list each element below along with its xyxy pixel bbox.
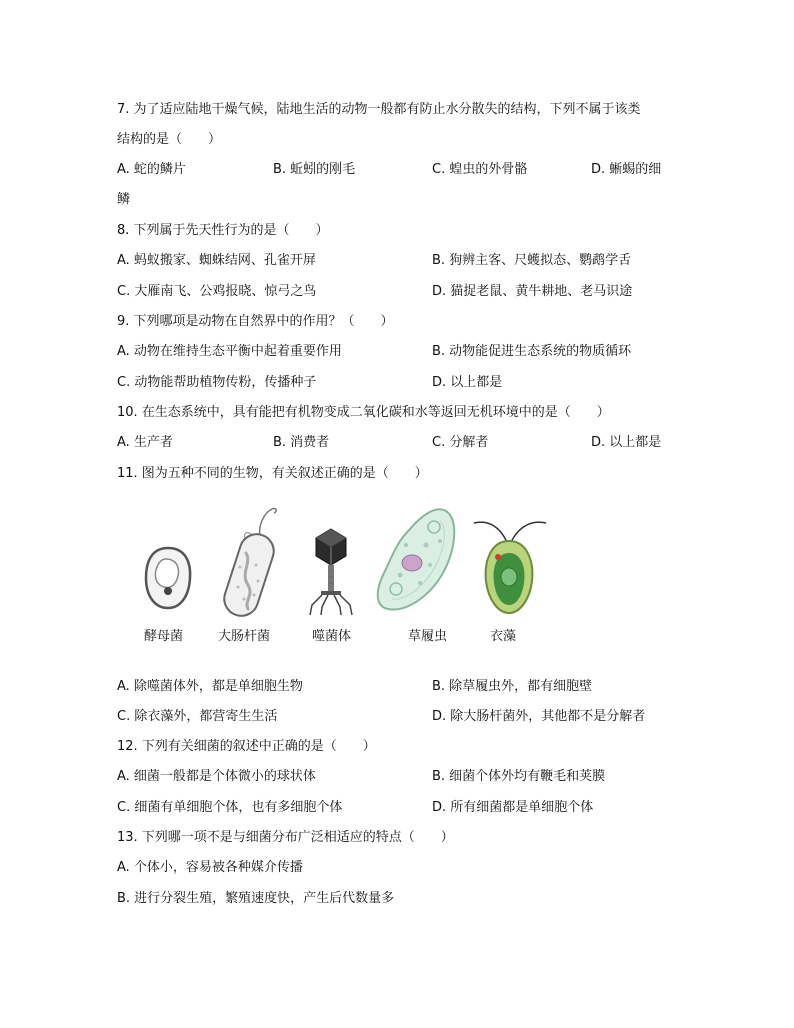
q7-option-b: B. 蚯蚓的刚毛 <box>273 162 356 177</box>
q10-option-d: D. 以上都是 <box>591 435 662 450</box>
q10-option-c: C. 分解者 <box>432 435 489 450</box>
q9-stem: 9. 下列哪项是动物在自然界中的作用？（ ） <box>117 314 394 329</box>
q7-option-d-wrap: 鳞 <box>117 192 131 207</box>
q13-option-b: B. 进行分裂生殖，繁殖速度快，产生后代数量多 <box>117 891 395 906</box>
q12-option-d: D. 所有细菌都是单细胞个体 <box>432 800 594 815</box>
ecoli-illustration <box>218 505 288 617</box>
q8-option-b: B. 狗辨主客、尺蠖拟态、鹦鹉学舌 <box>432 253 632 268</box>
q11-option-a: A. 除噬菌体外，都是单细胞生物 <box>117 679 303 694</box>
label-yeast: 酵母菌 <box>144 629 184 644</box>
q9-option-d: D. 以上都是 <box>432 375 503 390</box>
q11-option-c: C. 除衣藻外，都营寄生生活 <box>117 709 278 724</box>
q11-option-d: D. 除大肠杆菌外，其他都不是分解者 <box>432 709 646 724</box>
q10-option-b: B. 消费者 <box>273 435 330 450</box>
q8-option-d: D. 猫捉老鼠、黄牛耕地、老马识途 <box>432 284 633 299</box>
q9-option-a: A. 动物在维持生态平衡中起着重要作用 <box>117 344 342 359</box>
label-chlamydomonas: 衣藻 <box>490 629 517 644</box>
organisms-figure <box>130 505 570 645</box>
q11-option-b: B. 除草履虫外，都有细胞壁 <box>432 679 593 694</box>
yeast-illustration <box>142 545 194 611</box>
q12-stem: 12. 下列有关细菌的叙述中正确的是（ ） <box>117 739 376 754</box>
q10-stem: 10. 在生态系统中，具有能把有机物变成二氧化碳和水等返回无机环境中的是（ ） <box>117 405 610 420</box>
q13-stem: 13. 下列哪一项不是与细菌分布广泛相适应的特点（ ） <box>117 830 454 845</box>
q13-option-a: A. 个体小，容易被各种媒介传播 <box>117 860 303 875</box>
q7-option-c: C. 蝗虫的外骨骼 <box>432 162 528 177</box>
paramecium-illustration <box>370 505 460 617</box>
label-ecoli: 大肠杆菌 <box>218 629 271 644</box>
label-bacteriophage: 噬菌体 <box>312 629 352 644</box>
label-paramecium: 草履虫 <box>408 629 448 644</box>
q12-option-b: B. 细菌个体外均有鞭毛和荚膜 <box>432 769 606 784</box>
q8-option-a: A. 蚂蚁搬家、蜘蛛结网、孔雀开屏 <box>117 253 316 268</box>
bacteriophage-illustration <box>306 527 356 617</box>
q7-stem-line2: 结构的是（ ） <box>117 132 222 147</box>
q7-option-a: A. 蛇的鳞片 <box>117 162 186 177</box>
q12-option-a: A. 细菌一般都是个体微小的球状体 <box>117 769 316 784</box>
q8-stem: 8. 下列属于先天性行为的是（ ） <box>117 223 329 238</box>
q10-option-a: A. 生产者 <box>117 435 173 450</box>
q7-option-d: D. 蜥蜴的细 <box>591 162 662 177</box>
q11-stem: 11. 图为五种不同的生物，有关叙述正确的是（ ） <box>117 466 428 481</box>
q12-option-c: C. 细菌有单细胞个体，也有多细胞个体 <box>117 800 343 815</box>
chlamydomonas-illustration <box>468 511 550 615</box>
q7-stem-line1: 7. 为了适应陆地干燥气候，陆地生活的动物一般都有防止水分散失的结构，下列不属于该类 <box>117 102 641 117</box>
q9-option-c: C. 动物能帮助植物传粉，传播种子 <box>117 375 317 390</box>
q9-option-b: B. 动物能促进生态系统的物质循环 <box>432 344 632 359</box>
q8-option-c: C. 大雁南飞、公鸡报晓、惊弓之鸟 <box>117 284 317 299</box>
